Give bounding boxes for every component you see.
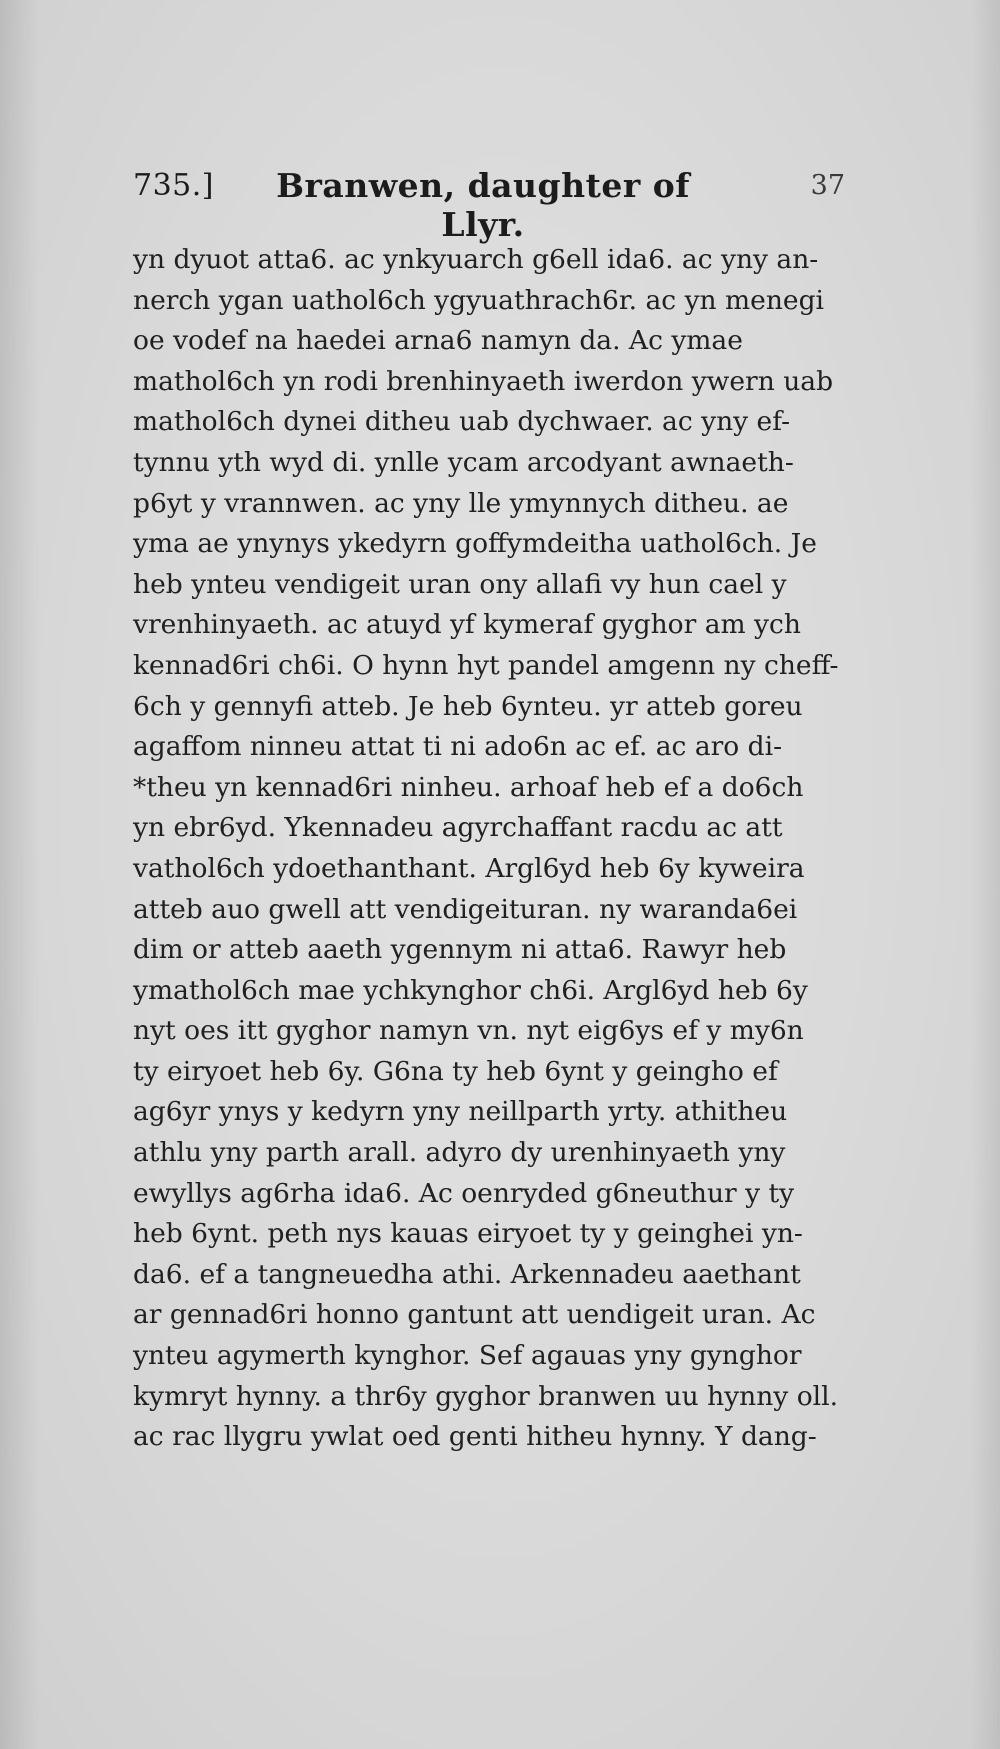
text-line: ty eiryoet heb 6y. G6na ty heb 6ynt y geingho ef: [133, 1055, 778, 1087]
text-line: yn ebr6yd. Ykennadeu agyrchaffant racdu ac att: [133, 812, 783, 844]
text-line: ynteu agymerth kynghor. Sef agauas yny gynghor: [133, 1340, 802, 1372]
text-line: nerch ygan uathol6ch ygyuathrach6r. ac yn menegi: [133, 284, 825, 316]
text-line: vathol6ch ydoethanthant. Argl6yd heb 6y kyweira: [133, 852, 805, 884]
page-edge-shadow-right: [970, 0, 1000, 1749]
page-number: 37: [810, 170, 845, 201]
text-line: agaffom ninneu attat ti ni ado6n ac ef. ac aro di-: [133, 731, 783, 763]
text-line: ag6yr ynys y kedyrn yny neillparth yrty. athitheu: [133, 1096, 788, 1128]
text-line: tynnu yth wyd di. ynlle ycam arcodyant awnaeth-: [133, 446, 794, 478]
text-line: athlu yny parth arall. adyro dy urenhinyaeth yny: [133, 1137, 786, 1169]
page-header: [133, 166, 845, 244]
page-edge-shadow-left: [0, 0, 40, 1749]
text-line: kennad6ri ch6i. O hynn hyt pandel amgenn ny cheff-: [133, 649, 839, 681]
text-line: heb 6ynt. peth nys kauas eiryoet ty y geinghei yn-: [133, 1218, 803, 1250]
text-line: mathol6ch yn rodi brenhinyaeth iwerdon ywern uab: [133, 365, 834, 397]
folio-reference: 735.]: [133, 168, 215, 203]
text-line: da6. ef a tangneuedha athi. Arkennadeu aaethant: [133, 1258, 801, 1290]
text-line: yn dyuot atta6. ac ynkyuarch g6ell ida6. ac yny an-: [133, 244, 819, 275]
text-line: *theu yn kennad6ri ninheu. arhoaf heb ef a do6ch: [133, 771, 804, 803]
text-line: dim or atteb aaeth ygennym ni atta6. Rawyr heb: [133, 934, 787, 966]
text-line: mathol6ch dynei ditheu uab dychwaer. ac yny ef-: [133, 406, 791, 438]
body-text: [133, 240, 853, 1458]
text-line: ymathol6ch mae ychkynghor ch6i. Argl6yd heb 6y: [133, 974, 808, 1006]
text-line: 6ch y gennyfi atteb. Je heb 6ynteu. yr atteb goreu: [133, 690, 803, 722]
text-line: ewyllys ag6rha ida6. Ac oenryded g6neuthur y ty: [133, 1177, 795, 1209]
text-line: ar gennad6ri honno gantunt att uendigeit uran. Ac: [133, 1299, 816, 1331]
text-line: kymryt hynny. a thr6y gyghor branwen uu hynny oll.: [133, 1380, 839, 1412]
text-line: heb ynteu vendigeit uran ony allafi vy hun cael y: [133, 568, 787, 600]
text-line: oe vodef na haedei arna6 namyn da. Ac ymae: [133, 325, 743, 357]
text-line: ac rac llygru ywlat oed genti hitheu hynny. Y dang-: [133, 1421, 817, 1453]
text-line: vrenhinyaeth. ac atuyd yf kymeraf gyghor am ych: [133, 609, 801, 641]
running-title: Branwen, daughter of Llyr.: [276, 166, 690, 244]
text-line: nyt oes itt gyghor namyn vn. nyt eig6ys ef y my6n: [133, 1015, 804, 1047]
text-line: yma ae ynynys ykedyrn goffymdeitha uathol6ch. Je: [133, 528, 817, 560]
text-line: atteb auo gwell att vendigeituran. ny waranda6ei: [133, 893, 798, 925]
text-line: p6yt y vrannwen. ac yny lle ymynnych ditheu. ae: [133, 487, 789, 519]
